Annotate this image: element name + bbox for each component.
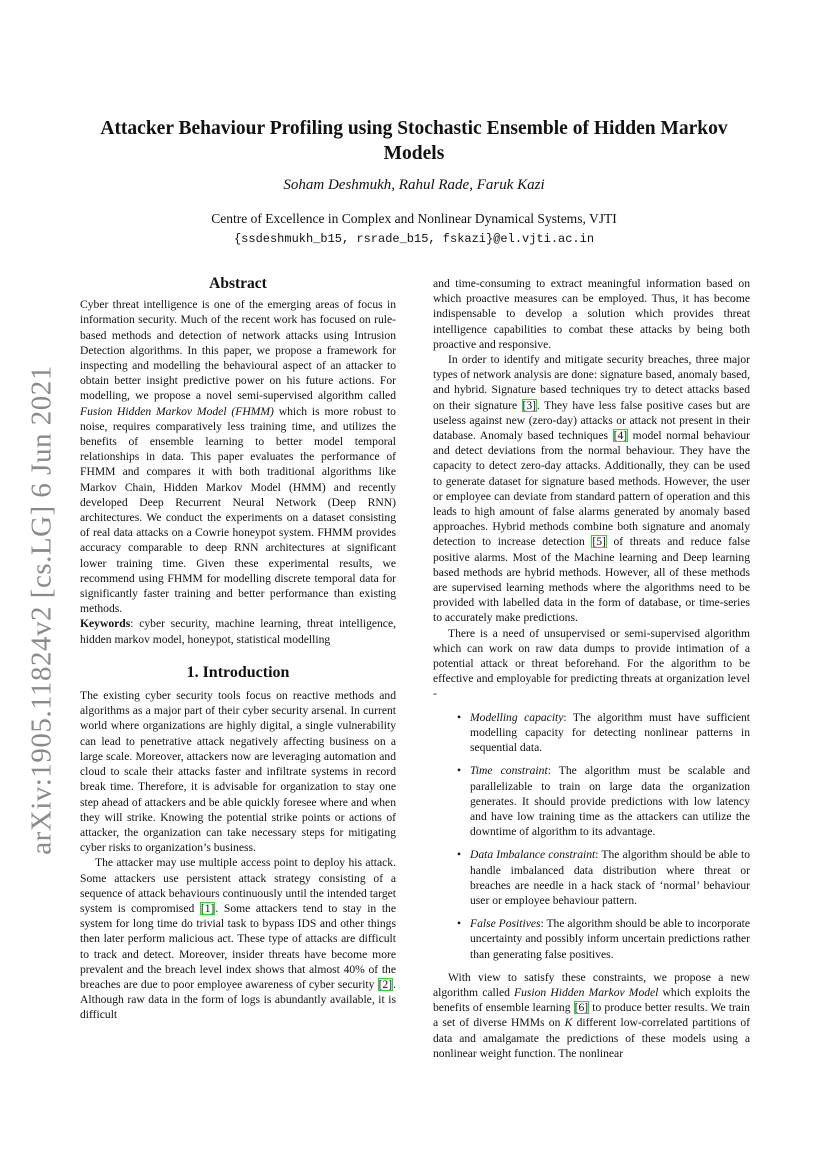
constraints-list	[433, 710, 750, 962]
bullet-icon: •	[457, 764, 462, 778]
intro-paragraph-2: The attacker may use multiple access point to deploy his attack. Some attackers use persistent attack strategy consisting of a sequence of attack behaviours continuously until the intended target system is compromised [1]. Some attackers tend to stay in the system for long time do trivial task to bypass IDS and other things then later perform malicious act. These type of attacks are difficult to track and detect. Moreover, insider threats have become more prevalent and the breach level index shows that almost 40% of the breaches are due to poor employee awareness of cyber security [2]. Although raw data in the form of logs is abundantly available, it is difficult	[80, 856, 396, 1022]
abstract-text: Cyber threat intelligence is one of the emerging areas of focus in information security. Much of the recent work has focused on rule-based methods and detection of network attacks using Intrusion Detection algorithms. In this paper, we propose a framework for inspecting and modelling the behavioural aspect of an attacker to obtain better insight predictive power on his future actions. For modelling, we propose a novel semi-supervised algorithm called Fusion Hidden Markov Model (FHMM) which is more robust to noise, requires comparatively less training time, and utilizes the benefits of ensemble learning to better model temporal relationships in data. This paper evaluates the performance of FHMM and compares it with both traditional algorithms like Markov Chain, Hidden Markov Model (HMM) and recently developed Deep Recurrent Neural Network (Deep RNN) architectures. We conduct the experiments on a dataset consisting of real data attacks on a Cowrie honeypot system. FHMM provides accuracy comparable to deep RNN architectures at significant lower training time. Given these experimental results, we recommend using FHMM for modelling discrete temporal data for significantly faster training and better performance than existing methods.	[80, 298, 396, 616]
intro-heading: 1. Introduction	[186, 663, 290, 681]
bullet-icon: •	[457, 917, 462, 931]
citation-link-6[interactable]: [6]	[574, 1001, 589, 1015]
bullet-icon: •	[457, 710, 462, 724]
bullet-icon: •	[457, 848, 462, 862]
citation-link-5[interactable]: [5]	[592, 535, 606, 549]
keywords-label: Keywords	[80, 617, 131, 631]
right-paragraph-4: With view to satisfy these constraints, we propose a new algorithm called Fusion Hidden Markov Model which exploits the benefits of ensemble learning [6] to produce better results. We train a set of diverse HMMs on K different low-correlated partitions of data and amalgamate the predictions of these models using a nonlinear weight function. The nonlinear	[433, 970, 750, 1060]
arxiv-id-text: arXiv:1905.11824v2 [cs.LG] 6 Jun 2021	[25, 365, 58, 855]
citation-link-2[interactable]: [2]	[378, 977, 393, 991]
paper-title: Attacker Behaviour Profiling using Stochastic Ensemble of Hidden Markov Models	[100, 118, 728, 164]
citation-link-1[interactable]: [1]	[200, 901, 215, 915]
abstract-heading: Abstract	[209, 275, 267, 292]
list-item: • Data Imbalance constraint: The algorithm should be able to handle imbalanced data distribution where threat or breaches are needle in a hack stack of ‘normal’ behaviour user or employee behaviour pattern.	[457, 848, 750, 907]
right-column	[433, 276, 750, 1061]
right-paragraph-3: There is a need of unsupervised or semi-supervised algorithm which can work on raw data dumps to provide intimation of a potential attack or threat beforehand. For the algorithm to be effective and employable for predicting threats at organization level -	[433, 626, 750, 701]
intro-paragraph-1: The existing cyber security tools focus on reactive methods and algorithms as a major part of their cyber security arsenal. In current world where organizations are highly digital, a single vulnerability can lead to penetrative attack negatively affecting business on a large scale. Moreover, attackers now are leveraging automation and cloud to scale their attacks faster and infiltrate systems in record break time. Therefore, it is advisable for organization to stay one step ahead of attackers and be able quickly foresee where and when they will strike. Knowing the potential strike points or actions of attacker, the organization can take necessary steps for mitigating cyber risks to organization’s business.	[80, 689, 396, 855]
affiliation: Centre of Excellence in Complex and Nonlinear Dynamical Systems, VJTI	[211, 211, 617, 226]
list-item: • Modelling capacity: The algorithm must have sufficient modelling capacity for detecting nonlinear patterns in sequential data.	[457, 710, 750, 755]
right-paragraph-2: In order to identify and mitigate security breaches, three major types of network analysis are done: signature based, anomaly based, and hybrid. Signature based techniques try to detect attacks based on their signature [3]. They have less false positive cases but are useless against new (zero-day) attacks or attack not present in their database. Anomaly based techniques [4] model normal behaviour and detect deviations from the normal behaviour. They have the capacity to detect zero-day attacks. Additionally, they can be used to generate dataset for signature based methods. However, the user or employee can deviate from standard pattern of operation and this leads to high amount of false alarms generated by anomaly based approaches. Hybrid methods combine both signature and anomaly detection to increase detection [5] of threats and reduce false positive alarms. Most of the Machine learning and Deep learning based methods are hybrid methods. However, all of these methods are supervised learning methods where the algorithms need to be provided with labelled data in the form of database, or time-series to accurately make predictions.	[433, 353, 750, 625]
list-item: • Time constraint: The algorithm must be scalable and parallelizable to train on large data the organization generates. It should provide predictions with low latency and have low training time as the attackers can utilize the downtime of algorithm to its advantage.	[457, 764, 751, 839]
citation-link-4[interactable]: [4]	[613, 429, 628, 443]
right-paragraph-1: and time-consuming to extract meaningful information based on which proactive measures can be employed. Thus, it has become indispensable to develop a solution which provides threat intelligence capabilities to combat these attacks by being both proactive and responsive.	[433, 277, 750, 351]
keywords: Keywords: cyber security, machine learning, threat intelligence, hidden markov model, honeypot, statistical modelling	[80, 617, 396, 646]
arxiv-identifier	[12, 365, 72, 855]
paper-authors: Soham Deshmukh, Rahul Rade, Faruk Kazi	[283, 177, 545, 193]
left-column	[80, 276, 396, 1023]
citation-link-3[interactable]: [3]	[522, 398, 537, 412]
list-item: • False Positives: The algorithm should be able to incorporate uncertainty and possibly inform uncertain predictions rather than generating false positives.	[457, 917, 750, 961]
author-emails: {ssdeshmukh_b15, rsrade_b15, fskazi}@el.vjti.ac.in	[233, 232, 595, 246]
